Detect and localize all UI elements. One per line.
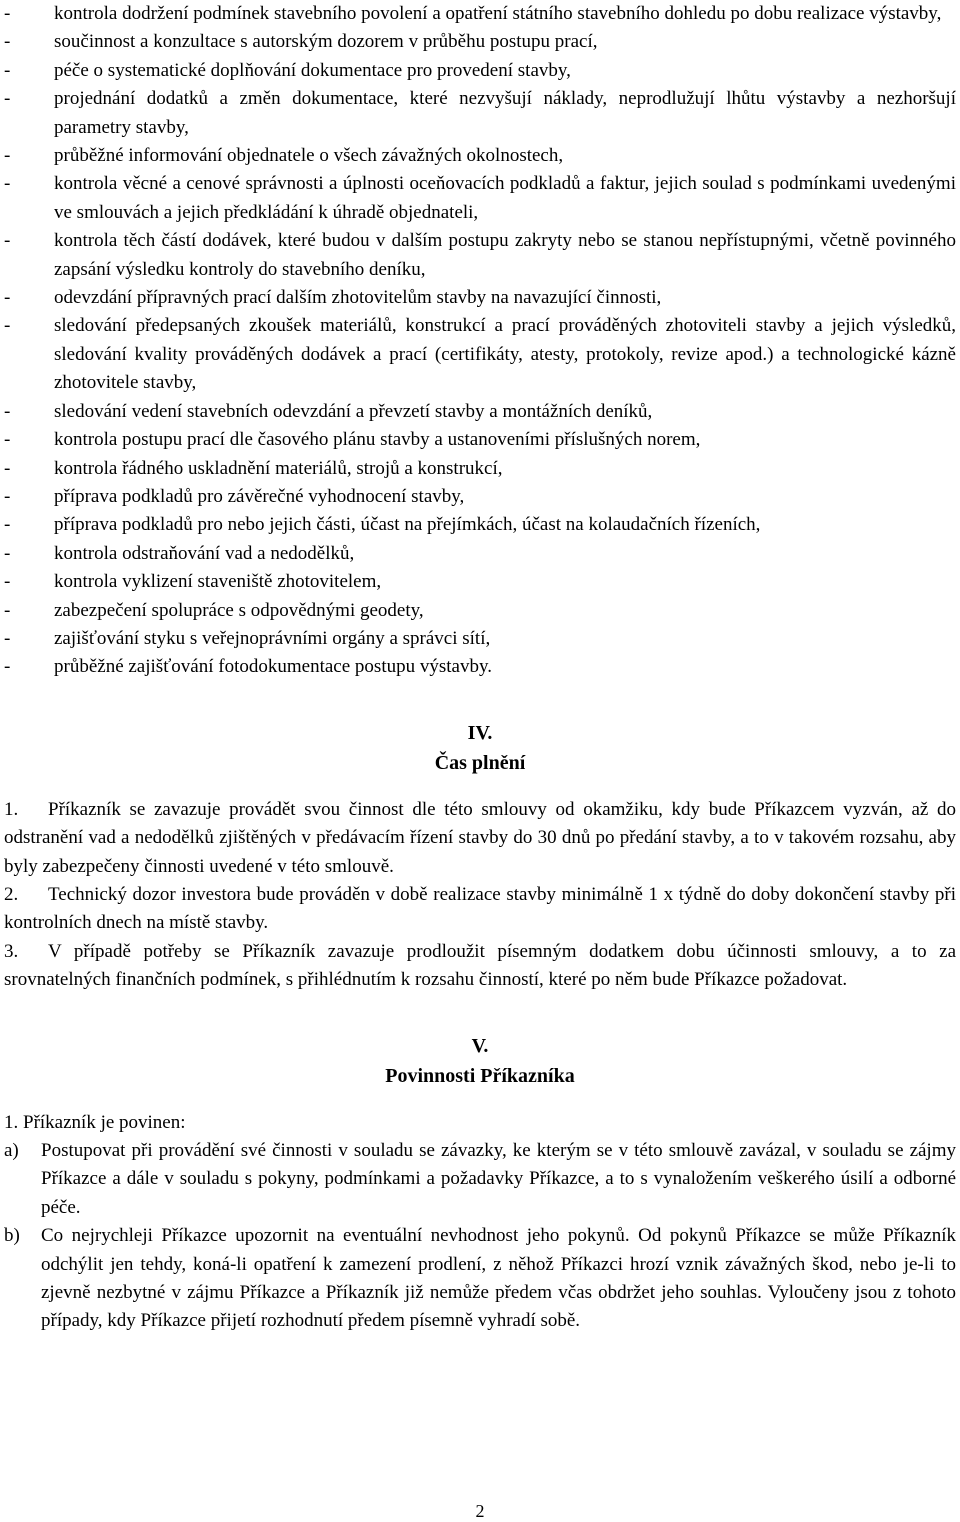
- duties-list: [4, 0, 956, 682]
- list-item: [4, 625, 956, 653]
- section-title: Čas plnění: [434, 751, 526, 774]
- list-item: [4, 0, 956, 28]
- list-item: [4, 142, 956, 170]
- page-number: 2: [475, 1501, 485, 1521]
- list-item-text: příprava podkladů pro závěrečné vyhodnocení stavby,: [54, 485, 465, 507]
- list-marker: -: [4, 485, 11, 507]
- section-number: IV.: [467, 721, 493, 744]
- paragraph: [4, 881, 956, 938]
- item-text: Postupovat při provádění své činnosti v souladu se závazky, ke kterým se v této smlouvě zavázal, v souladu se zájmy Příkazce a dále v souladu s pokyny, podmínkami a požadavky Příkazce, a to s vynaložením veškerého úsilí a odborné péče.: [41, 1140, 956, 1218]
- list-item: [4, 284, 956, 312]
- paragraph: [4, 796, 956, 881]
- heading-spacer: [4, 778, 956, 796]
- list-marker: -: [4, 230, 11, 252]
- list-item: [4, 597, 956, 625]
- list-marker: -: [4, 400, 11, 422]
- paragraph: [4, 1109, 956, 1137]
- list-item: [4, 426, 956, 454]
- list-item: [4, 28, 956, 56]
- list-marker: -: [4, 3, 11, 24]
- list-item-text: průběžné informování objednatele o všech závažných okolnostech,: [54, 145, 564, 167]
- lettered-item: [4, 1222, 956, 1336]
- list-item-text: odevzdání přípravných prací dalším zhotovitelům stavby na navazující činnosti,: [54, 287, 662, 309]
- list-item: [4, 398, 956, 426]
- list-item: [4, 483, 956, 511]
- list-item: [4, 57, 956, 85]
- document-page: [4, 0, 956, 1336]
- list-marker: -: [4, 656, 11, 678]
- list-item-text: kontrola postupu prací dle časového plánu stavby a ustanoveními příslušných norem,: [54, 429, 701, 451]
- list-item: [4, 85, 956, 142]
- item-text: Co nejrychleji Příkazce upozornit na eventuální nevhodnost jeho pokynů. Od pokynů Příkazce se může Příkazník odchýlit jen tehdy, koná-li opatření k zamezení prodlení, z něhož Příkazci hrozí vznik závažných škod, nebo je-li to zjevně nezbytné v zájmu Příkazce a Příkazník již nemůže předem včas obdržet jeho souhlas. Vyloučeny jsou z tohoto případy, kdy Příkazce přijetí rozhodnutí předem písemně vyhradí sobě.: [41, 1225, 956, 1332]
- lettered-item: [4, 1137, 956, 1222]
- paragraph: [4, 938, 956, 995]
- section-spacer: [4, 682, 956, 718]
- list-marker: -: [4, 287, 11, 309]
- item-label: a): [4, 1140, 19, 1161]
- list-item-text: kontrola odstraňování vad a nedodělků,: [54, 542, 355, 564]
- list-item-text: příprava podkladů pro nebo jejich části, účast na přejímkách, účast na kolaudačních řízeních,: [54, 514, 761, 536]
- list-item-text: sledování předepsaných zkoušek materiálů, konstrukcí a prací prováděných zhotoviteli stavby a jejich výsledků, sledování kvality prováděných dodávek a prací (certifikáty, atesty, protokoly, revize apod.) a technologické kázně zhotovitele stavby,: [54, 315, 956, 394]
- section-number: V.: [471, 1034, 489, 1057]
- list-item-text: kontrola věcné a cenové správnosti a úplnosti oceňovacích podkladů a faktur, jejich soulad s podmínkami uvedenými ve smlouvách a jejich předkládání k úhradě objednateli,: [54, 173, 956, 223]
- list-item: [4, 170, 956, 227]
- list-item-text: kontrola vyklizení staveniště zhotovitelem,: [54, 571, 382, 593]
- paragraph-number: 1.: [4, 798, 19, 820]
- list-item-text: péče o systematické doplňování dokumentace pro provedení stavby,: [54, 59, 571, 81]
- list-item-text: zajišťování styku s veřejnoprávními orgány a správci sítí,: [54, 627, 491, 649]
- list-marker: -: [4, 31, 11, 53]
- list-item: [4, 227, 956, 284]
- list-marker: -: [4, 88, 11, 110]
- list-item: [4, 568, 956, 596]
- list-item-text: kontrola dodržení podmínek stavebního povolení a opatření státního stavebního dohledu po dobu realizace výstavby,: [54, 3, 942, 24]
- heading-spacer: [4, 1091, 956, 1109]
- list-item-text: projednání dodatků a změn dokumentace, které nezvyšují náklady, neprodlužují lhůtu výstavby a nezhoršují parametry stavby,: [54, 88, 956, 138]
- list-item: [4, 653, 956, 681]
- list-marker: -: [4, 429, 11, 451]
- paragraph-text: V případě potřeby se Příkazník zavazuje prodloužit písemným dodatkem dobu účinnosti smlouvy, a to za srovnatelných finančních podmínek, s přihlédnutím k rozsahu činností, které po něm bude Příkazce požadovat.: [4, 940, 956, 991]
- list-marker: -: [4, 59, 11, 81]
- list-marker: -: [4, 627, 11, 649]
- list-item-text: průběžné zajišťování fotodokumentace postupu výstavby.: [54, 656, 492, 678]
- paragraph-text: Příkazník je povinen:: [23, 1111, 186, 1133]
- paragraph-number: 2.: [4, 883, 19, 905]
- list-marker: -: [4, 542, 11, 564]
- paragraph-text: Příkazník se zavazuje provádět svou činnost dle této smlouvy od okamžiku, kdy bude Příkazcem vyzván, až do odstranění vad a nedodělků zjištěných v předávacím řízení stavby do 30 dnů po předání stavby, a to v takovém rozsahu, aby byly zabezpečeny činnosti uvedené v této smlouvě.: [4, 798, 956, 877]
- item-label: b): [4, 1225, 20, 1247]
- list-marker: -: [4, 145, 11, 167]
- list-marker: -: [4, 315, 11, 337]
- paragraph-number: 1.: [4, 1111, 19, 1133]
- list-marker: -: [4, 457, 11, 479]
- list-item: [4, 540, 956, 568]
- section-title: Povinnosti Příkazníka: [385, 1064, 575, 1087]
- list-item-text: součinnost a konzultace s autorským dozorem v průběhu postupu prací,: [54, 31, 598, 53]
- section-spacer: [4, 995, 956, 1031]
- list-item-text: sledování vedení stavebních odevzdání a převzetí stavby a montážních deníků,: [54, 400, 653, 422]
- list-item-text: kontrola těch částí dodávek, které budou v dalším postupu zakryty nebo se stanou nepřístupnými, včetně povinného zapsání výsledku kontroly do stavebního deníku,: [54, 230, 956, 280]
- list-item-text: zabezpečení spolupráce s odpovědnými geodety,: [54, 599, 424, 621]
- list-item-text: kontrola řádného uskladnění materiálů, strojů a konstrukcí,: [54, 457, 503, 479]
- list-item: [4, 312, 956, 397]
- list-marker: -: [4, 571, 11, 593]
- list-marker: -: [4, 599, 11, 621]
- paragraph-text: Technický dozor investora bude prováděn v době realizace stavby minimálně 1 x týdně do doby dokončení stavby při kontrolních dnech na místě stavby.: [4, 883, 956, 934]
- list-marker: -: [4, 173, 11, 195]
- paragraph-number: 3.: [4, 940, 19, 962]
- list-marker: -: [4, 514, 11, 536]
- list-item: [4, 455, 956, 483]
- list-item: [4, 511, 956, 539]
